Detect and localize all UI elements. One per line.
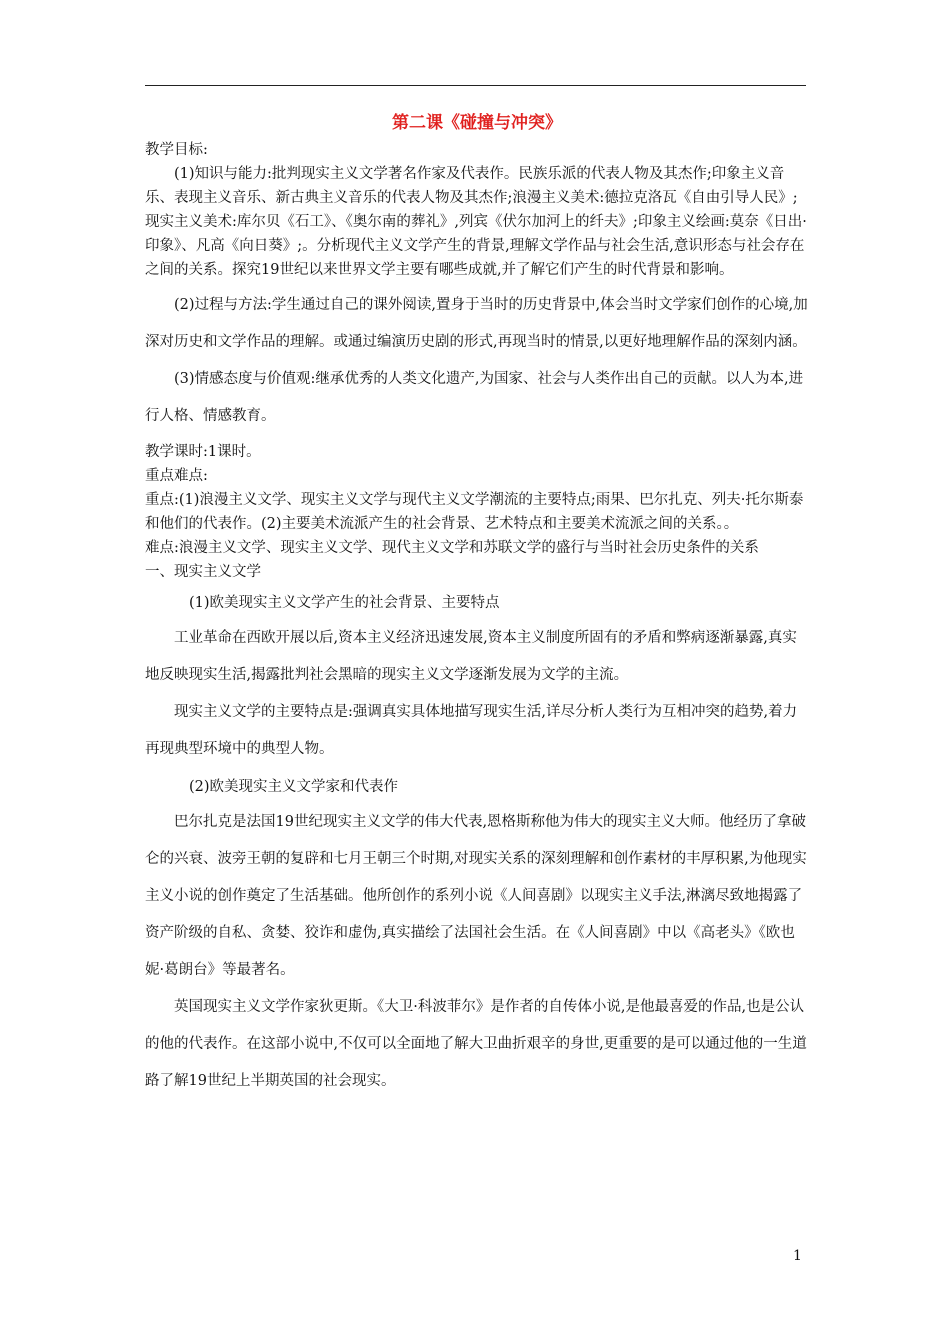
paragraph-dickens: 英国现实主义文学作家狄更斯。《大卫·科波菲尔》是作者的自传体小说,是他最喜爱的作品,也是公认的他的代表作。在这部小说中,不仅可以全面地了解大卫曲折艰辛的身世,更重要的是可以通过他的一生道路了解19世纪上半期英国的社会现实。 [145,999,807,1089]
section-heading-realism: 一、现实主义文学 [145,564,261,580]
paragraph-realism-features: 现实主义文学的主要特点是:强调真实具体地描写现实生活,详尽分析人类行为互相冲突的趋势,着力再现典型环境中的典型人物。 [145,704,798,757]
subheading-background: (1)欧美现实主义文学产生的社会背景、主要特点 [189,595,500,611]
paragraph-objectives-heading: 教学目标: [145,142,208,158]
page-number: 1 [793,1248,802,1264]
paragraph-balzac: 巴尔扎克是法国19世纪现实主义文学的伟大代表,恩格斯称他为伟大的现实主义大师。他经历了拿破仑的兴衰、波旁王朝的复辟和七月王朝三个时期,对现实关系的深刻理解和创作素材的丰厚积累,为他现实主义小说的创作奠定了生活基础。他所创作的系列小说《人间喜剧》以现实主义手法,淋漓尽致地揭露了资产阶级的自私、贪婪、狡诈和虚伪,真实描绘了法国社会生活。在《人间喜剧》中以《高老头》《欧也妮·葛朗台》等最著名。 [145,814,807,978]
document-title: 第二课《碰撞与冲突》 [392,113,562,133]
paragraph-key-points-heading: 重点难点: [145,468,208,484]
paragraph-industrial-revolution: 工业革命在西欧开展以后,资本主义经济迅速发展,资本主义制度所固有的矛盾和弊病逐渐暴露,真实地反映现实生活,揭露批判社会黑暗的现实主义文学逐渐发展为文学的主流。 [145,630,797,683]
header-rule [145,85,806,86]
paragraph-key-points: 重点:(1)浪漫主义文学、现实主义文学与现代主义文学潮流的主要特点;雨果、巴尔扎克、列夫·托尔斯泰和他们的代表作。(2)主要美术流派产生的社会背景、艺术特点和主要美术流派之间的关系。。 [145,492,804,532]
paragraph-process-method: (2)过程与方法:学生通过自己的课外阅读,置身于当时的历史背景中,体会当时文学家们创作的心境,加深对历史和文学作品的理解。或通过编演历史剧的形式,再现当时的情景,以更好地理解作品的深刻内涵。 [145,297,808,350]
paragraph-difficulties: 难点:浪漫主义文学、现实主义文学、现代主义文学和苏联文学的盛行与当时社会历史条件的关系 [145,540,759,556]
subheading-writers: (2)欧美现实主义文学家和代表作 [189,779,399,795]
paragraph-class-hours: 教学课时:1课时。 [145,444,261,460]
paragraph-emotion-values: (3)情感态度与价值观:继承优秀的人类文化遗产,为国家、社会与人类作出自己的贡献。以人为本,进行人格、情感教育。 [145,371,804,424]
document-body [145,110,809,1100]
paragraph-knowledge-ability: (1)知识与能力:批判现实主义文学著名作家及代表作。民族乐派的代表人物及其杰作;印象主义音乐、表现主义音乐、新古典主义音乐的代表人物及其杰作;浪漫主义美术:德拉克洛瓦《自由引导人民》;现实主义美术:库尔贝《石工》、《奥尔南的葬礼》,列宾《伏尔加河上的纤夫》;印象主义绘画:莫奈《日出·印象》、凡高《向日葵》;。分析现代主义文学产生的背景,理解文学作品与社会生活,意识形态与社会存在之间的关系。探究19世纪以来世界文学主要有哪些成就,并了解它们产生的时代背景和影响。 [145,166,807,278]
